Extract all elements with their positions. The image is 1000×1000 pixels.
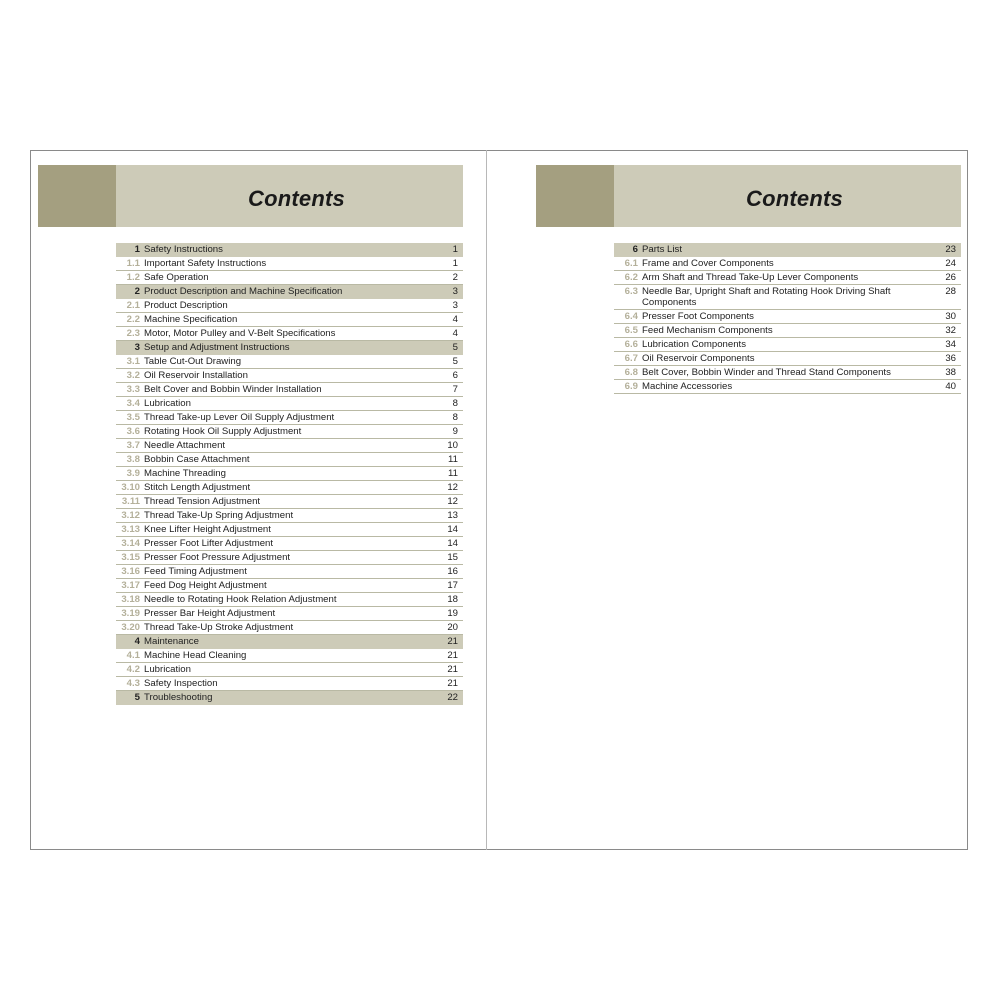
toc-number: 3.7 — [126, 440, 140, 451]
toc-number: 3.20 — [121, 622, 140, 633]
toc-label: Safe Operation — [144, 272, 209, 283]
toc-row[interactable] — [116, 327, 463, 341]
toc-page-number: 11 — [448, 468, 458, 479]
toc-number: 3.8 — [126, 454, 140, 465]
toc-row[interactable] — [116, 369, 463, 383]
toc-row[interactable] — [116, 551, 463, 565]
toc-number: 4 — [134, 636, 140, 647]
toc-number: 3.13 — [121, 524, 140, 535]
banner-bar — [116, 165, 463, 227]
toc-label: Feed Timing Adjustment — [144, 566, 247, 577]
toc-page-number: 40 — [945, 381, 956, 392]
toc-number: 3.11 — [121, 496, 140, 507]
toc-page-number: 8 — [452, 398, 458, 409]
toc-number: 6.7 — [624, 353, 638, 364]
toc-number: 3.15 — [121, 552, 140, 563]
toc-page-number: 38 — [945, 367, 956, 378]
toc-chapter-row[interactable] — [614, 243, 961, 257]
toc-row[interactable] — [116, 523, 463, 537]
toc-page-number: 28 — [945, 286, 956, 297]
toc-page-number: 1 — [452, 258, 458, 269]
toc-page-number: 1 — [452, 244, 458, 255]
banner-accent-block — [38, 165, 116, 227]
toc-list — [614, 243, 961, 394]
banner-accent-block — [536, 165, 614, 227]
toc-number: 6.4 — [624, 311, 638, 322]
toc-chapter-row[interactable] — [116, 691, 463, 705]
toc-label: Thread Tension Adjustment — [144, 496, 261, 507]
toc-label: Oil Reservoir Components — [642, 353, 755, 364]
toc-row[interactable] — [116, 663, 463, 677]
toc-row[interactable] — [116, 411, 463, 425]
toc-label: Knee Lifter Height Adjustment — [144, 524, 271, 535]
toc-label: Belt Cover, Bobbin Winder and Thread Stand Components — [642, 367, 891, 378]
contents-banner — [536, 165, 961, 227]
toc-row[interactable] — [116, 607, 463, 621]
toc-label: Machine Accessories — [642, 381, 733, 392]
toc-number: 6.8 — [624, 367, 638, 378]
toc-row[interactable] — [116, 299, 463, 313]
page-gutter — [486, 150, 487, 850]
toc-page-number: 23 — [945, 244, 956, 255]
toc-chapter-row[interactable] — [116, 341, 463, 355]
toc-row[interactable] — [116, 397, 463, 411]
toc-number: 3.3 — [126, 384, 140, 395]
toc-page-number: 12 — [447, 496, 458, 507]
toc-row[interactable] — [116, 481, 463, 495]
toc-chapter-row[interactable] — [116, 635, 463, 649]
toc-page-number: 13 — [447, 510, 458, 521]
toc-page-number: 2 — [452, 272, 458, 283]
toc-row[interactable] — [614, 324, 961, 338]
toc-label: Presser Foot Lifter Adjustment — [144, 538, 274, 549]
toc-label: Setup and Adjustment Instructions — [144, 342, 290, 353]
toc-page-number: 21 — [447, 650, 458, 661]
toc-list — [116, 243, 463, 705]
page-title: Contents — [746, 186, 843, 211]
toc-label: Maintenance — [144, 636, 199, 647]
toc-number: 6.9 — [624, 381, 638, 392]
toc-number: 6.2 — [624, 272, 638, 283]
toc-label: Safety Instructions — [144, 244, 223, 255]
toc-page-number: 15 — [447, 552, 458, 563]
toc-number: 3.2 — [126, 370, 140, 381]
left-page — [38, 150, 463, 705]
toc-label: Oil Reservoir Installation — [144, 370, 248, 381]
toc-number: 1.1 — [126, 258, 140, 269]
toc-number: 4.2 — [126, 664, 140, 675]
toc-page-number: 17 — [447, 580, 458, 591]
toc-page-number: 10 — [447, 440, 458, 451]
toc-row[interactable] — [116, 649, 463, 663]
toc-row[interactable] — [116, 257, 463, 271]
toc-number: 1 — [134, 244, 140, 255]
toc-number: 5 — [134, 692, 140, 703]
toc-label: Needle to Rotating Hook Relation Adjustment — [144, 594, 337, 605]
toc-number: 4.3 — [126, 678, 140, 689]
toc-row[interactable] — [614, 352, 961, 366]
toc-row[interactable] — [116, 383, 463, 397]
right-page — [536, 150, 961, 394]
toc-label: Product Description — [144, 300, 228, 311]
toc-page-number: 21 — [447, 636, 458, 647]
toc-number: 3.18 — [121, 594, 140, 605]
toc-page-number: 4 — [452, 314, 458, 325]
toc-row[interactable] — [116, 593, 463, 607]
toc-number: 3 — [134, 342, 140, 353]
toc-page-number: 5 — [452, 342, 458, 353]
toc-label: Machine Head Cleaning — [144, 650, 247, 661]
toc-label: Feed Mechanism Components — [642, 325, 773, 336]
toc-row[interactable] — [614, 310, 961, 324]
toc-label: Feed Dog Height Adjustment — [144, 580, 267, 591]
toc-page-number: 14 — [447, 524, 458, 535]
toc-label: Presser Foot Components — [642, 311, 754, 322]
toc-page-number: 5 — [452, 356, 458, 367]
toc-label: Lubrication Components — [642, 339, 746, 350]
toc-row[interactable] — [116, 677, 463, 691]
toc-page-number: 8 — [452, 412, 458, 423]
toc-number: 1.2 — [126, 272, 140, 283]
toc-page-number: 36 — [945, 353, 956, 364]
toc-label: Bobbin Case Attachment — [144, 454, 250, 465]
toc-label: Table Cut-Out Drawing — [144, 356, 242, 367]
toc-page-number: 20 — [447, 622, 458, 633]
toc-page-number: 19 — [447, 608, 458, 619]
toc-row[interactable] — [614, 366, 961, 380]
toc-label: Thread Take-Up Spring Adjustment — [144, 510, 294, 521]
toc-label: Machine Specification — [144, 314, 238, 325]
toc-label: Presser Bar Height Adjustment — [144, 608, 276, 619]
toc-label: Rotating Hook Oil Supply Adjustment — [144, 426, 302, 437]
toc-label: Troubleshooting — [144, 692, 213, 703]
toc-label: Important Safety Instructions — [144, 258, 267, 269]
toc-number: 6.6 — [624, 339, 638, 350]
toc-number: 6.1 — [624, 258, 638, 269]
toc-row[interactable] — [116, 271, 463, 285]
toc-row[interactable] — [116, 509, 463, 523]
toc-row[interactable] — [116, 621, 463, 635]
toc-row[interactable] — [614, 271, 961, 285]
toc-page-number: 16 — [447, 566, 458, 577]
toc-number: 3.10 — [121, 482, 140, 493]
toc-number: 3.12 — [121, 510, 140, 521]
toc-row[interactable] — [116, 313, 463, 327]
toc-label: Machine Threading — [144, 468, 226, 479]
toc-label: Thread Take-up Lever Oil Supply Adjustment — [144, 412, 335, 423]
toc-number: 3.17 — [121, 580, 140, 591]
toc-label: Parts List — [642, 244, 682, 255]
toc-label: Lubrication — [144, 664, 191, 675]
toc-row[interactable] — [116, 565, 463, 579]
toc-number: 6 — [632, 244, 638, 255]
toc-number: 6.3 — [624, 286, 638, 297]
toc-row[interactable] — [116, 355, 463, 369]
toc-page-number: 18 — [447, 594, 458, 605]
toc-label: Product Description and Machine Specification — [144, 286, 343, 297]
toc-page-number: 22 — [447, 692, 458, 703]
toc-label: Thread Take-Up Stroke Adjustment — [144, 622, 294, 633]
toc-row[interactable] — [116, 425, 463, 439]
toc-number: 3.19 — [121, 608, 140, 619]
toc-number: 2.1 — [126, 300, 140, 311]
toc-label: Needle Bar, Upright Shaft and Rotating Hook Driving Shaft Components — [642, 286, 891, 308]
toc-label: Arm Shaft and Thread Take-Up Lever Components — [642, 272, 859, 283]
toc-page-number: 3 — [452, 300, 458, 311]
toc-number: 6.5 — [624, 325, 638, 336]
toc-row[interactable] — [614, 257, 961, 271]
toc-chapter-row[interactable] — [116, 285, 463, 299]
toc-label: Safety Inspection — [144, 678, 218, 689]
toc-label: Presser Foot Pressure Adjustment — [144, 552, 291, 563]
toc-number: 3.6 — [126, 426, 140, 437]
page-title: Contents — [248, 186, 345, 211]
toc-number: 4.1 — [126, 650, 140, 661]
toc-label: Frame and Cover Components — [642, 258, 774, 269]
toc-row[interactable] — [116, 495, 463, 509]
toc-label: Belt Cover and Bobbin Winder Installation — [144, 384, 322, 395]
toc-number: 2.3 — [126, 328, 140, 339]
toc-label: Lubrication — [144, 398, 191, 409]
toc-row[interactable] — [116, 439, 463, 453]
toc-page-number: 26 — [945, 272, 956, 283]
toc-row[interactable] — [116, 537, 463, 551]
toc-row[interactable] — [614, 338, 961, 352]
toc-page-number: 6 — [452, 370, 458, 381]
toc-page-number: 14 — [447, 538, 458, 549]
toc-row[interactable] — [614, 285, 961, 310]
toc-number: 3.9 — [126, 468, 140, 479]
toc-page-number: 3 — [452, 286, 458, 297]
toc-page-number: 24 — [945, 258, 956, 269]
toc-page-number: 34 — [945, 339, 956, 350]
toc-row[interactable] — [116, 579, 463, 593]
toc-row[interactable] — [614, 380, 961, 394]
toc-page-number: 9 — [452, 426, 458, 437]
toc-number: 3.4 — [126, 398, 140, 409]
toc-number: 3.1 — [126, 356, 140, 367]
toc-page-number: 12 — [447, 482, 458, 493]
toc-label: Needle Attachment — [144, 440, 226, 451]
contents-banner — [38, 165, 463, 227]
toc-chapter-row[interactable] — [116, 243, 463, 257]
toc-page-number: 21 — [447, 678, 458, 689]
toc-page-number: 30 — [945, 311, 956, 322]
toc-page-number: 32 — [945, 325, 956, 336]
toc-page-number: 11 — [448, 454, 458, 465]
toc-number: 3.5 — [126, 412, 140, 423]
toc-row[interactable] — [116, 467, 463, 481]
toc-number: 2 — [134, 286, 140, 297]
toc-label: Stitch Length Adjustment — [144, 482, 251, 493]
banner-bar — [614, 165, 961, 227]
toc-row[interactable] — [116, 453, 463, 467]
toc-label: Motor, Motor Pulley and V-Belt Specifications — [144, 328, 336, 339]
toc-page-number: 21 — [447, 664, 458, 675]
toc-number: 3.16 — [121, 566, 140, 577]
toc-number: 2.2 — [126, 314, 140, 325]
toc-page-number: 7 — [452, 384, 458, 395]
toc-page-number: 4 — [452, 328, 458, 339]
toc-number: 3.14 — [121, 538, 140, 549]
